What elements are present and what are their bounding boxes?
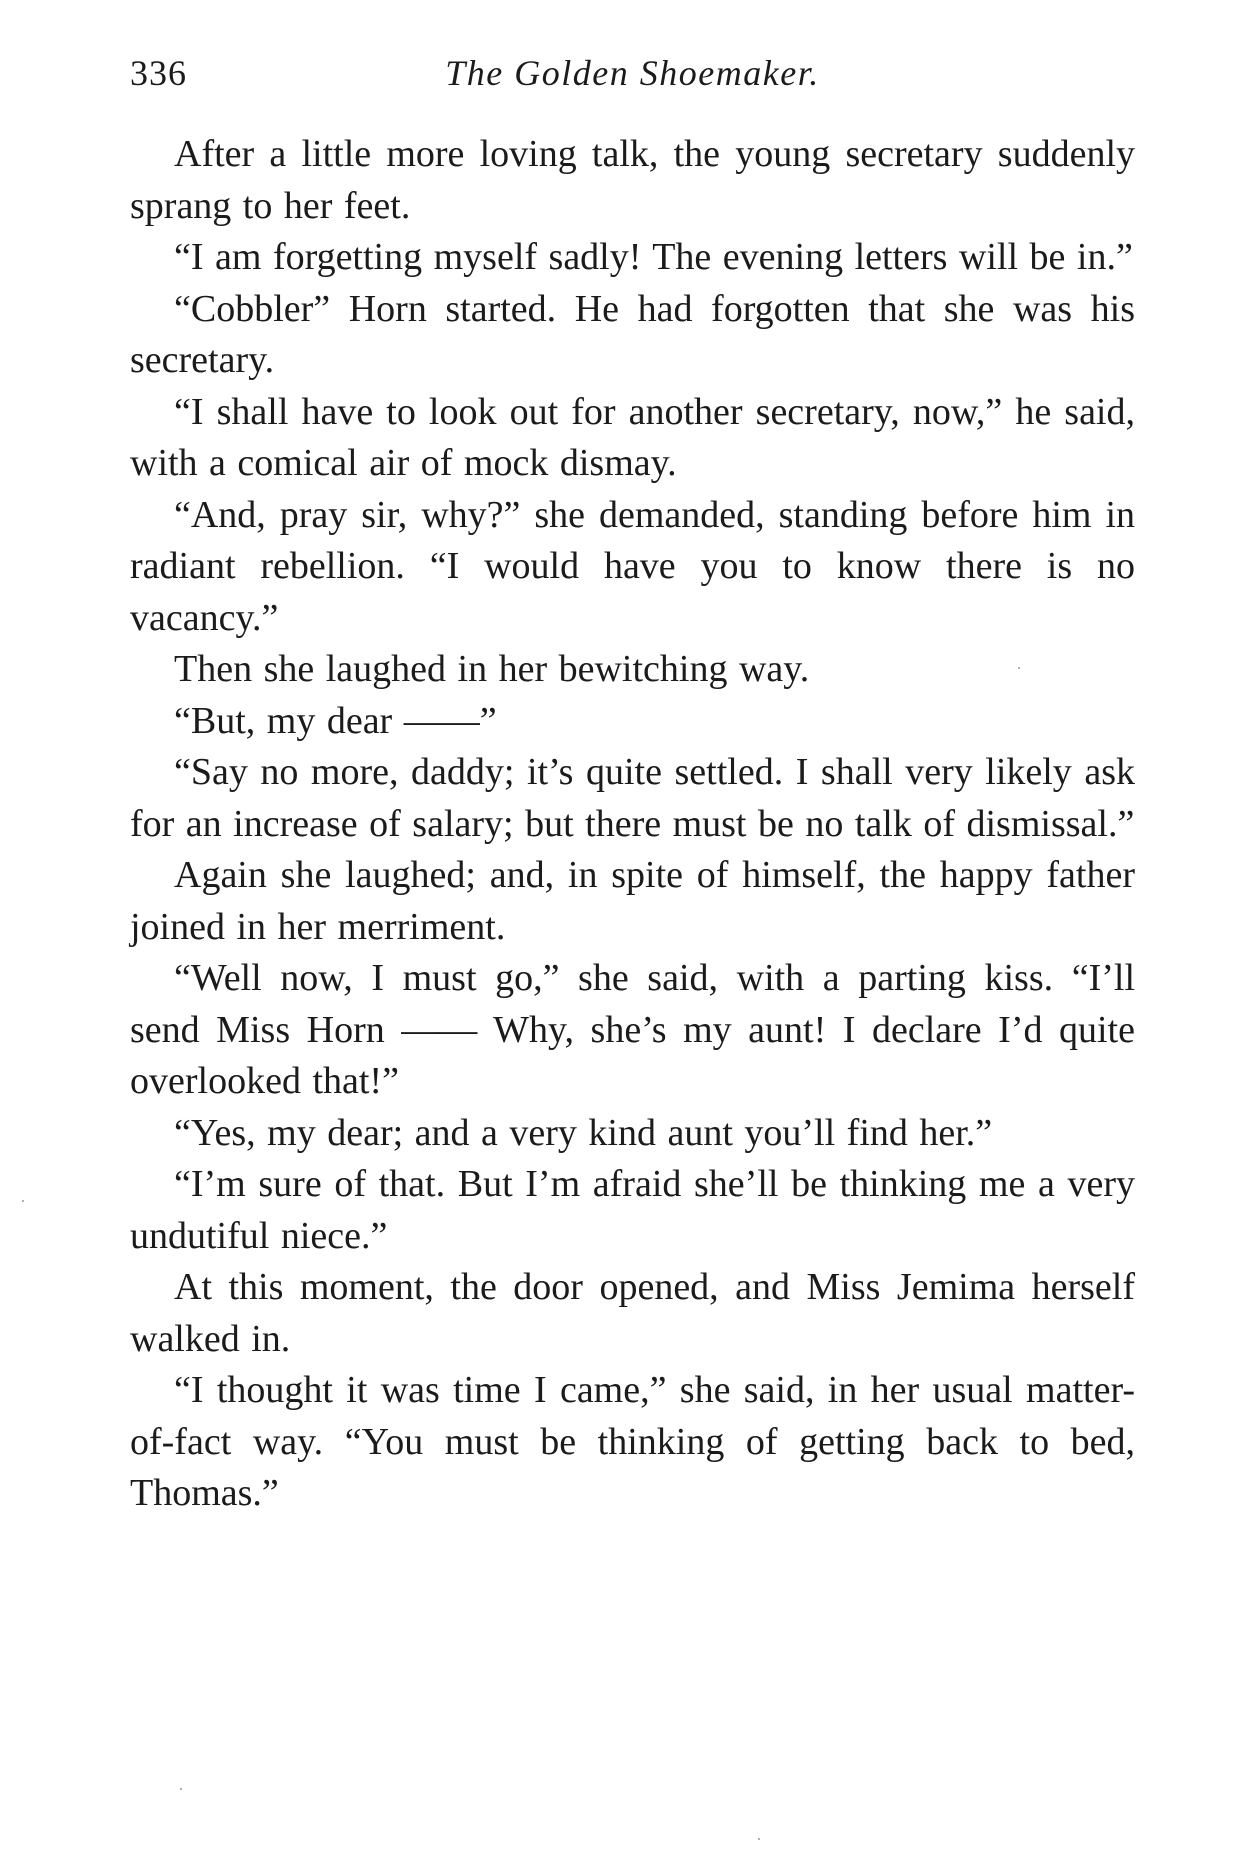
paper-speck [758,1838,760,1840]
paragraph-4: “I shall have to look out for another secretary, now,” he said, with a comical air of mock dismay. [130,390,1135,484]
paragraph-5: “And, pray sir, why?” she demanded, standing before him in radiant rebellion. “I would have you to know there is no vacancy.” [130,493,1135,639]
paper-speck [180,1788,182,1790]
paragraph-12: “I’m sure of that. But I’m afraid she’ll be thinking me a very undutiful niece.” [130,1163,1135,1257]
paragraph-7: “But, my dear ——” [174,699,497,742]
paragraph-6: Then she laughed in her bewitching way. [174,648,810,690]
paragraph-1: After a little more loving talk, the young secretary suddenly sprang to her feet. [130,133,1135,227]
page-number: 336 [130,53,187,93]
book-title: The Golden Shoemaker. [445,53,820,93]
paragraph-2: “I am forgetting myself sadly! The evening letters will be in.” [174,236,1133,278]
paragraph-8: “Say no more, daddy; it’s quite settled. I shall very likely ask for an increase of salary; but there must be no talk of dismissal.” [130,751,1135,845]
paragraph-10: “Well now, I must go,” she said, with a parting kiss. “I’ll send Miss Horn —— Why, she’s my aunt! I declare I’d quite overlooked that!” [130,957,1135,1102]
paragraph-14: “I thought it was time I came,” she said, in her usual matter-of-fact way. “You must be thinking of getting back to bed, Thomas.” [130,1369,1135,1514]
running-head [130,48,1135,98]
paper-speck [1018,667,1020,669]
paragraph-3: “Cobbler” Horn started. He had forgotten that she was his secretary. [130,287,1135,381]
body-text [130,129,1135,1520]
paragraph-13: At this moment, the door opened, and Miss Jemima herself walked in. [130,1266,1135,1360]
paragraph-11: “Yes, my dear; and a very kind aunt you’ll find her.” [174,1111,993,1154]
paper-speck [22,1200,24,1202]
paragraph-9: Again she laughed; and, in spite of himself, the happy father joined in her merriment. [130,854,1135,948]
